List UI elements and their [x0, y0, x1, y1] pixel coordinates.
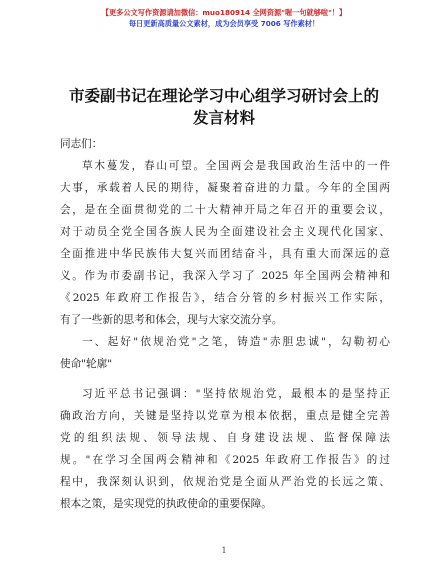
body-line: 程中，我深刻认识到，依规治党是全面从严治党的长远之策、	[60, 476, 390, 488]
body-line: 根本之策，是实现党的执政使命的重要保障。	[60, 498, 272, 510]
document-title-line-1: 市委副书记在理论学习中心组学习研讨会上的	[68, 87, 379, 105]
salutation: 同志们：	[60, 138, 103, 150]
section-heading-line: 一、起好"依规治党"之笔，铸造"赤胆忠诚"，勾勒初心	[82, 336, 390, 348]
body-line: 对于动员全党全国各族人民为全面建设社会主义现代化国家、	[60, 226, 390, 238]
body-line: 确政治方向，关键是坚持以党章为根本依据，重点是健全完善	[60, 410, 390, 422]
body-line: 党的组织法规、领导法规、自身建设法规、监督保障法	[60, 432, 390, 444]
body-line: 会，是在全面贯彻党的二十大精神开局之年召开的重要会议，	[60, 204, 390, 216]
body-line: 习近平总书记强调："坚持依规治党，最根本的是坚持正	[82, 388, 390, 400]
body-line: 《2025 年政府工作报告》，结合分管的乡村振兴工作实际，	[60, 292, 390, 304]
promo-banner-line-2: 每日更新高质量公文素材，成为会员享受 7006 写作素材！	[128, 19, 320, 28]
body-line: 草木蔓发，春山可望。全国两会是我国政治生活中的一件	[82, 160, 390, 172]
document-title-line-2: 发言材料	[192, 109, 255, 127]
body-line: 规。"在学习全国两会精神和《2025 年政府工作报告》的过	[60, 454, 390, 466]
section-heading-line: 使命"轮廓"	[60, 358, 113, 370]
body-line: 有了一些新的思考和体会，现与大家交流分享。	[60, 314, 283, 326]
body-line: 大事，承载着人民的期待，凝聚着奋进的力量。今年的全国两	[60, 182, 390, 194]
promo-banner-line-1: 【更多公文写作资源请加微信：muo180914 全网资源"喔一句就够啦"！】	[101, 8, 347, 17]
page-number: 1	[221, 546, 227, 555]
body-line: 义。作为市委副书记，我深入学习了 2025 年全国两会精神和	[60, 270, 390, 282]
body-line: 全面推进中华民族伟大复兴而团结奋斗，具有重大而深远的意	[60, 248, 390, 260]
